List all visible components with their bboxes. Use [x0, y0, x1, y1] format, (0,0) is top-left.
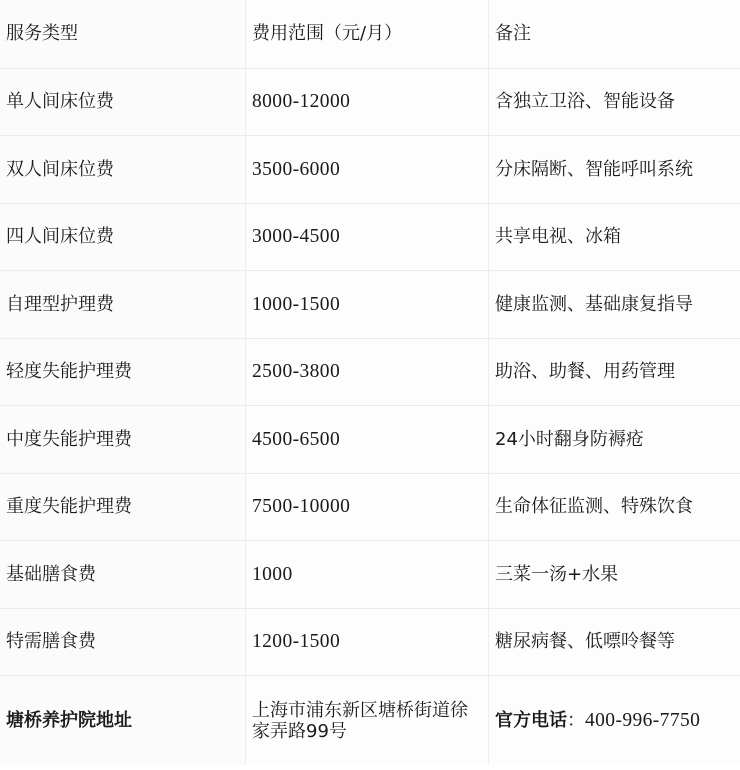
service-type-cell: 中度失能护理费	[0, 406, 246, 473]
notes-cell: 24小时翻身防褥疮	[489, 406, 740, 473]
phone-label: 官方电话	[495, 710, 567, 731]
header-service-type: 服务类型	[0, 0, 246, 68]
notes-cell: 含独立卫浴、智能设备	[489, 69, 740, 136]
notes-cell: 助浴、助餐、用药管理	[489, 339, 740, 406]
fee-range-cell: 7500-10000	[246, 474, 489, 541]
fee-range-cell: 1200-1500	[246, 609, 489, 676]
table-row	[0, 405, 740, 473]
service-type-cell: 单人间床位费	[0, 69, 246, 136]
phone-cell	[489, 676, 740, 765]
phone-separator: ：	[567, 710, 585, 731]
table-row	[0, 68, 740, 136]
fee-range-cell: 1000-1500	[246, 271, 489, 338]
fee-range-cell: 2500-3800	[246, 339, 489, 406]
table-footer-row	[0, 675, 740, 765]
address-value: 上海市浦东新区塘桥街道徐家弄路99号	[246, 676, 489, 765]
service-type-cell: 自理型护理费	[0, 271, 246, 338]
table-row	[0, 338, 740, 406]
address-label: 塘桥养护院地址	[0, 676, 246, 765]
service-type-cell: 轻度失能护理费	[0, 339, 246, 406]
phone-value: 400-996-7750	[585, 710, 701, 731]
fee-range-cell: 1000	[246, 541, 489, 608]
table-row	[0, 135, 740, 203]
notes-cell: 三菜一汤+水果	[489, 541, 740, 608]
table-row	[0, 540, 740, 608]
service-type-cell: 基础膳食费	[0, 541, 246, 608]
table-row	[0, 270, 740, 338]
header-fee-range: 费用范围（元/月）	[246, 0, 489, 68]
notes-cell: 共享电视、冰箱	[489, 204, 740, 271]
fee-range-cell: 4500-6500	[246, 406, 489, 473]
table-row	[0, 203, 740, 271]
table-row	[0, 473, 740, 541]
header-notes: 备注	[489, 0, 740, 68]
service-type-cell: 四人间床位费	[0, 204, 246, 271]
service-type-cell: 特需膳食费	[0, 609, 246, 676]
service-type-cell: 重度失能护理费	[0, 474, 246, 541]
table-header-row	[0, 0, 740, 68]
table-row	[0, 608, 740, 676]
notes-cell: 健康监测、基础康复指导	[489, 271, 740, 338]
notes-cell: 生命体征监测、特殊饮食	[489, 474, 740, 541]
fee-range-cell: 3500-6000	[246, 136, 489, 203]
notes-cell: 糖尿病餐、低嘌呤餐等	[489, 609, 740, 676]
notes-cell: 分床隔断、智能呼叫系统	[489, 136, 740, 203]
fee-range-cell: 8000-12000	[246, 69, 489, 136]
service-type-cell: 双人间床位费	[0, 136, 246, 203]
fee-range-cell: 3000-4500	[246, 204, 489, 271]
